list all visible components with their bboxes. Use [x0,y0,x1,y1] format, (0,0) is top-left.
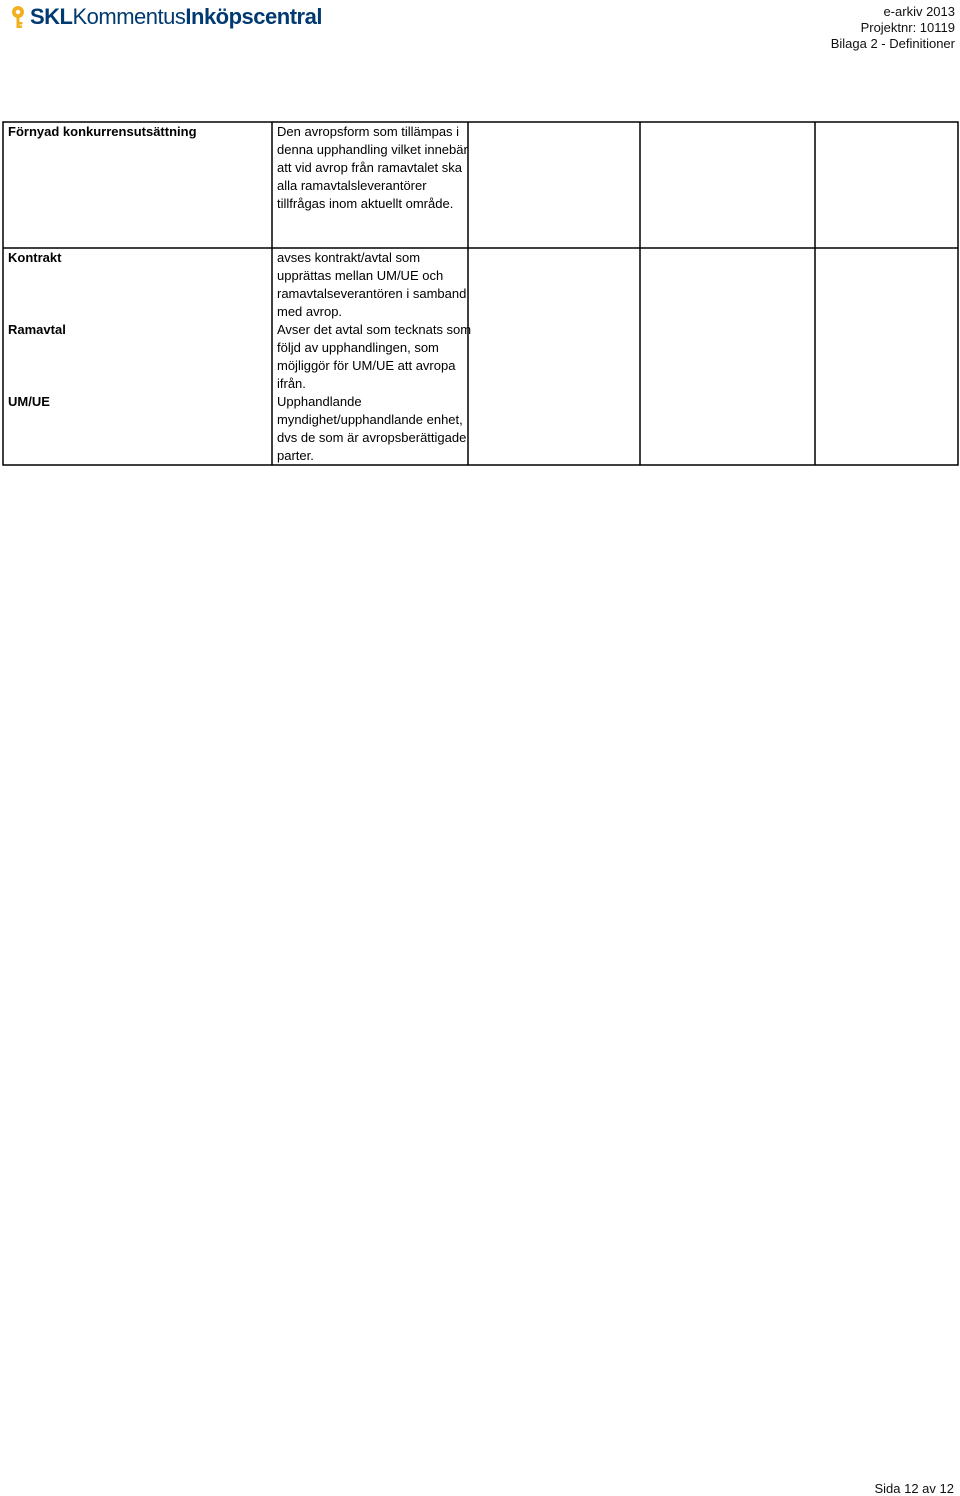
term-um-ue: UM/UE [8,394,50,409]
definition-line: Den avropsform som tillämpas i [277,124,460,139]
page-number: Sida 12 av 12 [874,1481,954,1496]
section-title: Bilaga 2 - Definitioner [830,36,955,51]
definition-line: alla ramavtalsleverantörer [277,178,427,193]
definition-line: Avser det avtal som tecknats som [277,322,472,337]
definition-um-ue [277,393,466,465]
definition-line: denna upphandling vilket innebär [277,142,468,157]
definition-line: möjliggör för UM/UE att avropa [277,358,456,373]
definition-line: avses kontrakt/avtal som [277,250,421,265]
term-fornyad-konkurrensutsattning: Förnyad konkurrensutsättning [8,124,197,139]
term-ramavtal: Ramavtal [8,322,66,337]
definition-line: Upphandlande [277,394,362,409]
logo-text-skl: SKL [30,4,73,29]
definition-line: dvs de som är avropsberättigade [277,430,467,445]
definition-line: ramavtalseverantören i samband [277,286,467,301]
definitions-table-grid [0,0,960,470]
definition-kontrakt [277,249,466,321]
definition-line: med avrop. [277,304,343,319]
logo-text-kommentus: Kommentus [72,4,186,29]
doc-id: e-arkiv 2013 [883,4,955,19]
term-kontrakt: Kontrakt [8,250,62,265]
project-number: Projektnr: 10119 [860,20,955,35]
definition-fornyad-konkurrensutsattning [277,123,468,213]
definition-line: att vid avrop från ramavtalet ska [277,160,462,175]
definition-line: upprättas mellan UM/UE och [277,268,444,283]
definition-line: myndighet/upphandlande enhet, [277,412,463,427]
definition-ramavtal [277,321,471,393]
definition-line: parter. [277,448,314,463]
definition-line: ifrån. [277,376,306,391]
definition-line: tillfrågas inom aktuellt område. [277,196,454,211]
definition-line: följd av upphandlingen, som [277,340,439,355]
logo-text-inkopscentral: Inköpscentral [185,4,322,29]
